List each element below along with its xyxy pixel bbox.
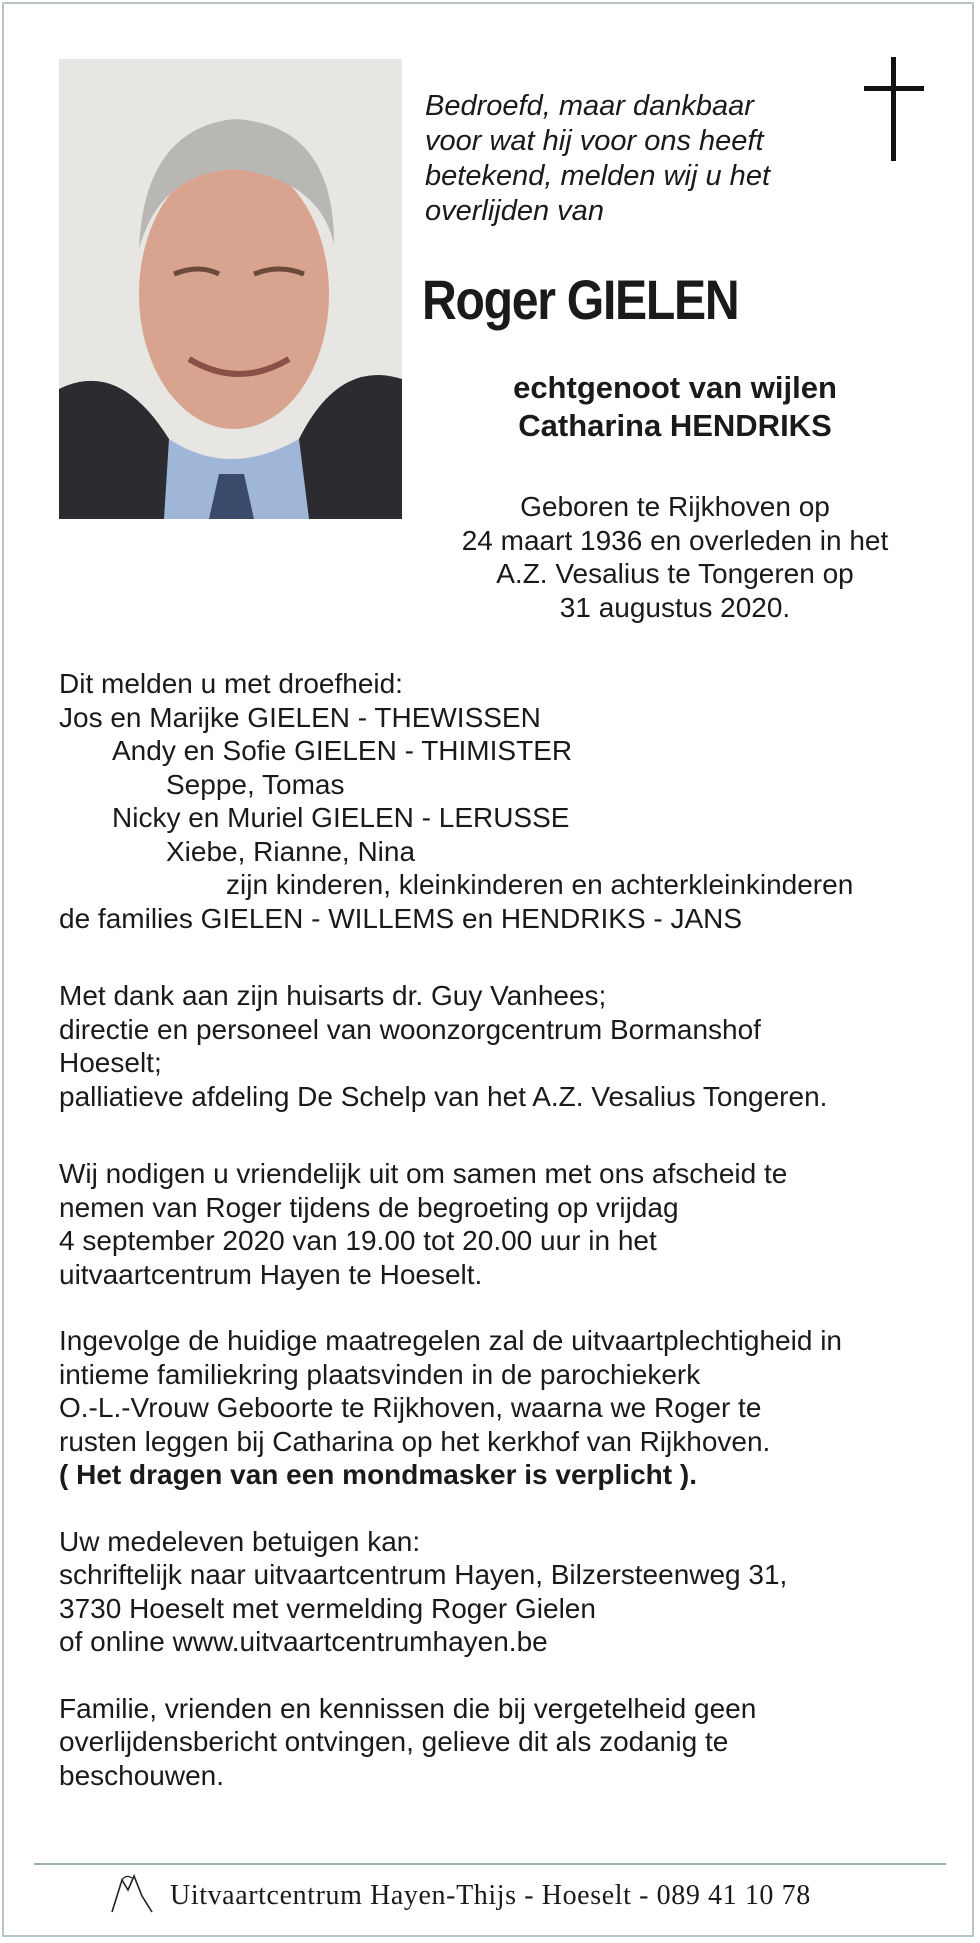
ceremony-section: [59, 1324, 939, 1492]
closing-line: Familie, vrienden en kennissen die bij vergetelheid geen: [59, 1692, 757, 1724]
intro-line: betekend, melden wij u het: [425, 160, 770, 192]
ceremony-line: rusten leggen bij Catharina op het kerkhof van Rijkhoven.: [59, 1425, 771, 1457]
portrait-photo: [59, 59, 402, 519]
cross-icon: [864, 57, 924, 161]
spouse-info: [420, 369, 930, 445]
ceremony-line: intieme familiekring plaatsvinden in de parochiekerk: [59, 1358, 701, 1390]
intro-text: [425, 89, 825, 229]
closing-line: beschouwen.: [59, 1759, 225, 1791]
thanks-line: Hoeselt;: [59, 1047, 162, 1078]
condolences-section: [59, 1525, 939, 1659]
family-line: Jos en Marijke GIELEN - THEWISSEN: [59, 701, 541, 733]
thanks-line: directie en personeel van woonzorgcentrum Bormanshof: [59, 1013, 761, 1045]
family-line: de families GIELEN - WILLEMS en HENDRIKS - JANS: [59, 902, 743, 934]
invite-line: nemen van Roger tijdens de begroeting op vrijdag: [59, 1191, 679, 1223]
mask-notice: ( Het dragen van een mondmasker is verplicht ).: [59, 1459, 697, 1490]
spouse-line: echtgenoot van wijlen: [513, 370, 837, 405]
birth-line: 31 augustus 2020.: [559, 591, 791, 623]
spouse-line: Catharina HENDRIKS: [518, 408, 832, 443]
ceremony-line: Ingevolge de huidige maatregelen zal de uitvaartplechtigheid in: [59, 1325, 842, 1356]
family-line: Xiebe, Rianne, Nina: [166, 835, 416, 867]
condolences-line: schriftelijk naar uitvaartcentrum Hayen, Bilzersteenweg 31,: [59, 1559, 788, 1590]
funeral-home-logo-icon: [108, 1872, 156, 1914]
family-line: Andy en Sofie GIELEN - THIMISTER: [112, 735, 573, 766]
birth-death-info: [400, 490, 950, 624]
birth-line: 24 maart 1936 en overleden in het: [461, 524, 889, 556]
condolences-line: of online www.uitvaartcentrumhayen.be: [59, 1626, 548, 1657]
ceremony-line: O.-L.-Vrouw Geboorte te Rijkhoven, waarna we Roger te: [59, 1392, 762, 1423]
family-line: Nicky en Muriel GIELEN - LERUSSE: [112, 802, 570, 833]
birth-line: A.Z. Vesalius te Tongeren op: [496, 558, 854, 589]
intro-line: voor wat hij voor ons heeft: [425, 125, 764, 157]
thanks-line: palliatieve afdeling De Schelp van het A.Z. Vesalius Tongeren.: [59, 1080, 828, 1112]
intro-line: overlijden van: [425, 195, 604, 227]
footer-divider: [34, 1863, 946, 1865]
family-line: zijn kinderen, kleinkinderen en achterkleinkinderen: [226, 869, 854, 900]
invite-line: 4 september 2020 van 19.00 tot 20.00 uur in het: [59, 1225, 657, 1256]
thanks-line: Met dank aan zijn huisarts dr. Guy Vanhees;: [59, 980, 607, 1011]
family-section: [59, 667, 939, 935]
condolences-line: Uw medeleven betuigen kan:: [59, 1525, 421, 1557]
closing-line: overlijdensbericht ontvingen, gelieve dit als zodanig te: [59, 1726, 729, 1757]
closing-section: [59, 1692, 939, 1793]
announcement-body: [59, 667, 939, 1792]
invite-section: [59, 1157, 939, 1291]
birth-line: Geboren te Rijkhoven op: [520, 491, 830, 522]
deceased-name: Roger GIELEN: [422, 268, 739, 331]
family-heading: Dit melden u met droefheid:: [59, 668, 403, 699]
invite-line: uitvaartcentrum Hayen te Hoeselt.: [59, 1258, 483, 1290]
family-line: Seppe, Tomas: [166, 768, 345, 800]
footer-contact: Uitvaartcentrum Hayen-Thijs - Hoeselt - 089 41 10 78: [170, 1880, 811, 1911]
intro-line: Bedroefd, maar dankbaar: [425, 90, 754, 122]
invite-line: Wij nodigen u vriendelijk uit om samen met ons afscheid te: [59, 1158, 788, 1189]
thanks-section: [59, 979, 939, 1113]
condolences-line: 3730 Hoeselt met vermelding Roger Gielen: [59, 1592, 596, 1624]
